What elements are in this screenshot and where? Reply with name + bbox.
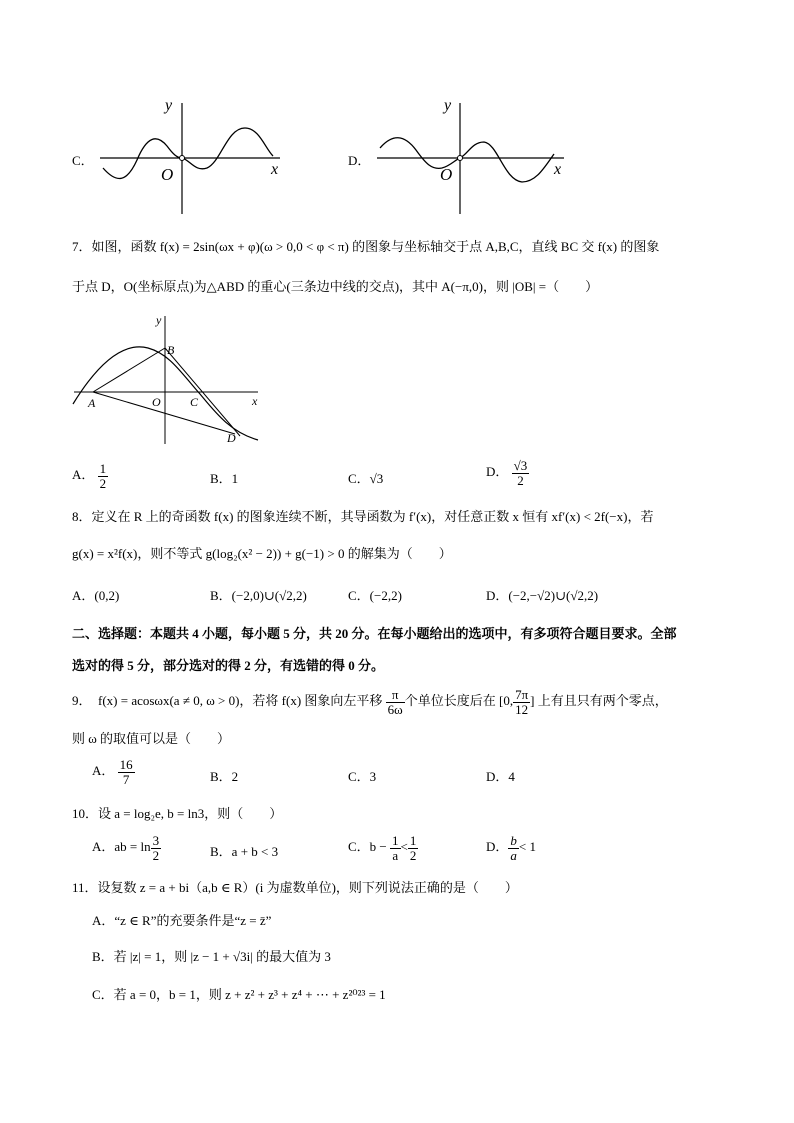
fraction [408,834,419,862]
point-c-label: C [190,395,199,409]
option-text: < 1 [518,839,536,855]
point-a-label: A [88,396,96,410]
denominator: 7 [122,771,130,787]
q9-option-a [92,758,135,786]
q10-option-c [348,834,418,862]
q8-stem-line2: g(x) = x²f(x)，则不等式 g(log₂(x² − 2)) + g(−1) > 0 的解集为（ ） [72,546,452,561]
graph-option-d [372,98,572,216]
origin-label: O [152,395,161,409]
denominator: 2 [409,847,417,863]
q7-figure [70,312,270,447]
graph-option-c [95,98,285,216]
numerator: π [386,688,405,703]
numerator: 3 [152,833,160,848]
q7-option-d [486,459,529,487]
denominator: 2 [99,475,107,491]
denominator: 6ω [387,701,403,717]
x-axis-label: x [252,394,258,408]
numerator: 1 [99,461,107,476]
q8-option-d: D．(−2,−√2)∪(√2,2) [486,588,599,603]
denominator: 12 [515,701,529,717]
fraction [508,834,519,862]
option-text: < [400,839,408,855]
section-2-heading-line2: 选对的得 5 分，部分选对的得 2 分，有选错的得 0 分。 [72,658,385,673]
q8-option-b: B．(−2,0)∪(√2,2) [210,588,307,603]
option-c-label: C． [72,153,94,168]
fraction-interval [513,688,530,716]
y-axis-label: y [444,98,452,114]
numerator: 1 [392,833,399,848]
origin-label: O [440,165,453,184]
fraction [512,459,530,487]
q9-stem-line2: 则 ω 的取值可以是（ ） [72,731,231,746]
origin-point [458,156,463,161]
numerator: b [510,833,517,848]
q11-option-c: C．若 a = 0，b = 1，则 z + z² + z³ + z⁴ + ⋯ + z²⁰²³ = 1 [92,987,386,1002]
q10-option-d [486,834,536,862]
y-axis-label: y [156,313,162,327]
fraction-shift [386,688,405,716]
q9-stem-line1 [72,688,668,716]
origin-label: O [161,165,174,184]
denominator: a [392,847,399,863]
numerator: 1 [409,833,417,848]
q9-option-c: C．3 [348,769,377,784]
option-label: D． [486,839,509,855]
point-b-label: B [167,343,175,357]
origin-point [180,156,185,161]
q7-option-c: C．√3 [348,471,384,486]
numerator: 7π [515,687,529,702]
option-label: A． [92,763,115,779]
q9-text-post: ] 上有且只有两个零点， [530,693,668,709]
q9-option-b: B．2 [210,769,239,784]
q8-option-a: A．(0,2) [72,588,120,603]
q7-option-b: B．1 [210,471,239,486]
q11-stem: 11．设复数 z = a + bi（a,b ∈ R）(i 为虚数单位)，则下列说法正确的是（ ） [72,880,518,895]
segment-ab [93,348,165,392]
q9-text-pre: 9． f(x) = acosωx(a ≠ 0, ω > 0)，若将 f(x) 图象向左平移 [72,693,383,709]
fraction [390,834,401,862]
option-d-label: D． [348,153,371,168]
denominator: a [510,847,517,863]
x-axis-label: x [554,161,562,178]
sine-curve-c [103,128,273,178]
fraction [98,462,109,490]
segment-ad [93,392,235,434]
q11-option-a: A．“z ∈ R”的充要条件是“z = z̄” [92,913,272,928]
point-d-label: D [227,431,236,445]
q11-option-b: B．若 |z| = 1，则 |z − 1 + √3i| 的最大值为 3 [92,949,331,964]
denominator: 2 [517,472,524,488]
denominator: 2 [152,847,160,863]
x-axis-label: x [271,161,279,178]
q10-stem: 10．设 a = log₂e, b = ln3，则（ ） [72,806,283,821]
q7-option-a [72,462,108,490]
numerator: 16 [119,757,133,772]
q7-stem-line2: 于点 D，O(坐标原点)为△ABD 的重心(三条边中线的交点)，其中 A(−π,0)，则 |OB| =（ ） [72,279,599,294]
option-text: A．ab = ln [92,839,151,855]
fraction [151,834,162,862]
sine-curve-d [380,138,554,182]
q7-stem-line1: 7．如图，函数 f(x) = 2sin(ωx + φ)(ω > 0,0 < φ < π) 的图象与坐标轴交于点 A,B,C，直线 BC 交 f(x) 的图象 [72,239,660,254]
q10-option-b: B．a + b < 3 [210,844,279,859]
q9-text-mid: 个单位长度后在 [0, [404,693,514,709]
fraction [118,758,135,786]
q8-option-c: C．(−2,2) [348,588,402,603]
q9-option-d: D．4 [486,769,515,784]
q8-stem-line1: 8．定义在 R 上的奇函数 f(x) 的图象连续不断，其导函数为 f′(x)，对任意正数 x 恒有 xf′(x) < 2f(−x)，若 [72,509,654,524]
numerator: √3 [513,458,528,473]
option-label: A． [72,467,95,483]
option-text: C．b − [348,839,387,855]
y-axis-label: y [165,98,173,114]
option-label: D． [486,464,509,480]
section-2-heading-line1: 二、选择题：本题共 4 小题，每小题 5 分，共 20 分。在每小题给出的选项中，有多项符合题目要求。全部 [72,626,677,641]
q10-option-a [92,834,161,862]
